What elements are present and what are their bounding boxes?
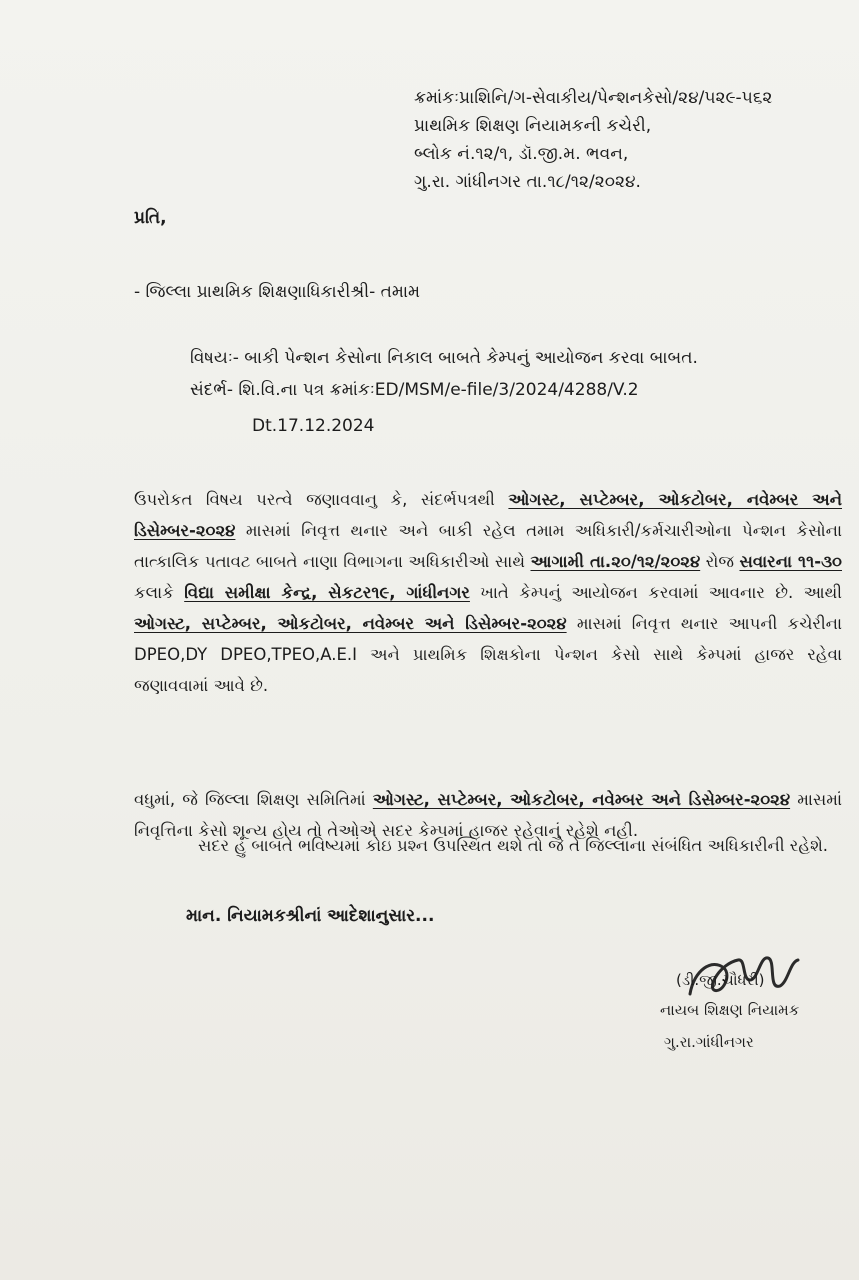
salutation-to: પ્રતિ, [134,208,167,228]
para2-text: માસમાં નિવૃત્તિના કેસો શૂન્ય હોય તો તેઓએ સદર કેમ્પમાં હાજર રહેવાનું રહેશે નહી. [134,790,842,840]
reference-number: ક્રમાંકઃપ્રાશિનિ/ગ-સેવાકીય/પેન્શનકેસો/૨૪/૫૨૯-૫૬૨ [414,88,773,108]
para1-text: માસમાં નિવૃત્ત થનાર અને બાકી રહેલ તમામ અધિકારી/કર્મચારીઓના પેન્શન કેસોના તાત્કાલિક પતાવટ બાબતે નાણા વિભાગના અધિકારીઓ સાથે [134,521,842,571]
months-highlight: ઓગસ્ટ, સપ્ટેમ્બર, ઓકટોબર, નવેમ્બર અને ડિસેમ્બર-૨૦૨૪ [134,490,843,540]
paragraph-main [134,484,842,701]
paragraph-responsibility: સદર હું બાબતે ભવિષ્યમાં કોઇ પ્રશ્ન ઉપસ્થિત થશે તો જે તે જિલ્લાના સંબંધિત અધિકારીની રહેશે. [198,836,829,855]
closing-line: માન. નિયામકશ્રીનાં આદેશાનુસાર... [186,906,435,926]
subject-line: વિષયઃ- બાકી પેન્શન કેસોના નિકાલ બાબતે કેમ્પનું આયોજન કરવા બાબત. [190,348,698,368]
reference-line: સંદર્ભ- શિ.વિ.ના પત્ર ક્રમાંકઃED/MSM/e-file/3/2024/4288/V.2 [190,380,639,400]
camp-time-highlight: સવારના ૧૧-૩૦ [739,552,842,571]
office-name: પ્રાથમિક શિક્ષણ નિયામકની કચેરી, [414,116,652,136]
para1-text: માસમાં નિવૃત્ત થનાર આપની કચેરીના DPEO,DY DPEO,TPEO,A.E.I અને પ્રાથમિક શિક્ષકોના પેન્શન કેસો સાથે કેમ્પમાં હાજર રહેવા જણાવવામાં આવે છે. [134,614,842,695]
reference-date: Dt.17.12.2024 [252,416,375,436]
signatory-designation: નાયબ શિક્ષણ નિયામક [660,1001,800,1019]
city-date: ગુ.રા. ગાંધીનગર તા.૧૮/૧૨/૨૦૨૪. [414,172,641,192]
signatory-name: (ડી.જી.ચૌધરી) [676,971,765,989]
para1-text: ખાતે કેમ્પનું આયોજન કરવામાં આવનાર છે. આથી [469,583,842,602]
months-highlight: ઓગસ્ટ, સપ્ટેમ્બર, ઓકટોબર, નવેમ્બર અને ડિસેમ્બર-૨૦૨૪ [372,790,791,809]
months-highlight: ઓગસ્ટ, સપ્ટેમ્બર, ઓકટોબર, નવેમ્બર અને ડિસેમ્બર-૨૦૨૪ [134,614,567,633]
camp-venue-highlight: વિદ્યા સમીક્ષા કેન્દ્ર, સેકટર૧૯, ગાંધીનગર [184,583,470,602]
office-address: બ્લોક નં.૧૨/૧, ડૉ.જી.મ. ભવન, [414,144,629,164]
para1-text: કલાકે [134,583,185,602]
para1-text: રોજ [700,552,740,571]
camp-date-highlight: આગામી તા.૨૦/૧૨/૨૦૨૪ [530,552,701,571]
para2-text: વધુમાં, જે જિલ્લા શિક્ષણ સમિતિમાં [134,790,373,809]
recipient-line: - જિલ્લા પ્રાથમિક શિક્ષણાધિકારીશ્રી- તમામ [134,282,421,302]
signatory-place: ગુ.રા.ગાંધીનગર [664,1033,754,1051]
para1-text: ઉપરોકત વિષય પરત્વે જણાવવાનુ કે, સંદર્ભપત્રથી [134,490,509,509]
